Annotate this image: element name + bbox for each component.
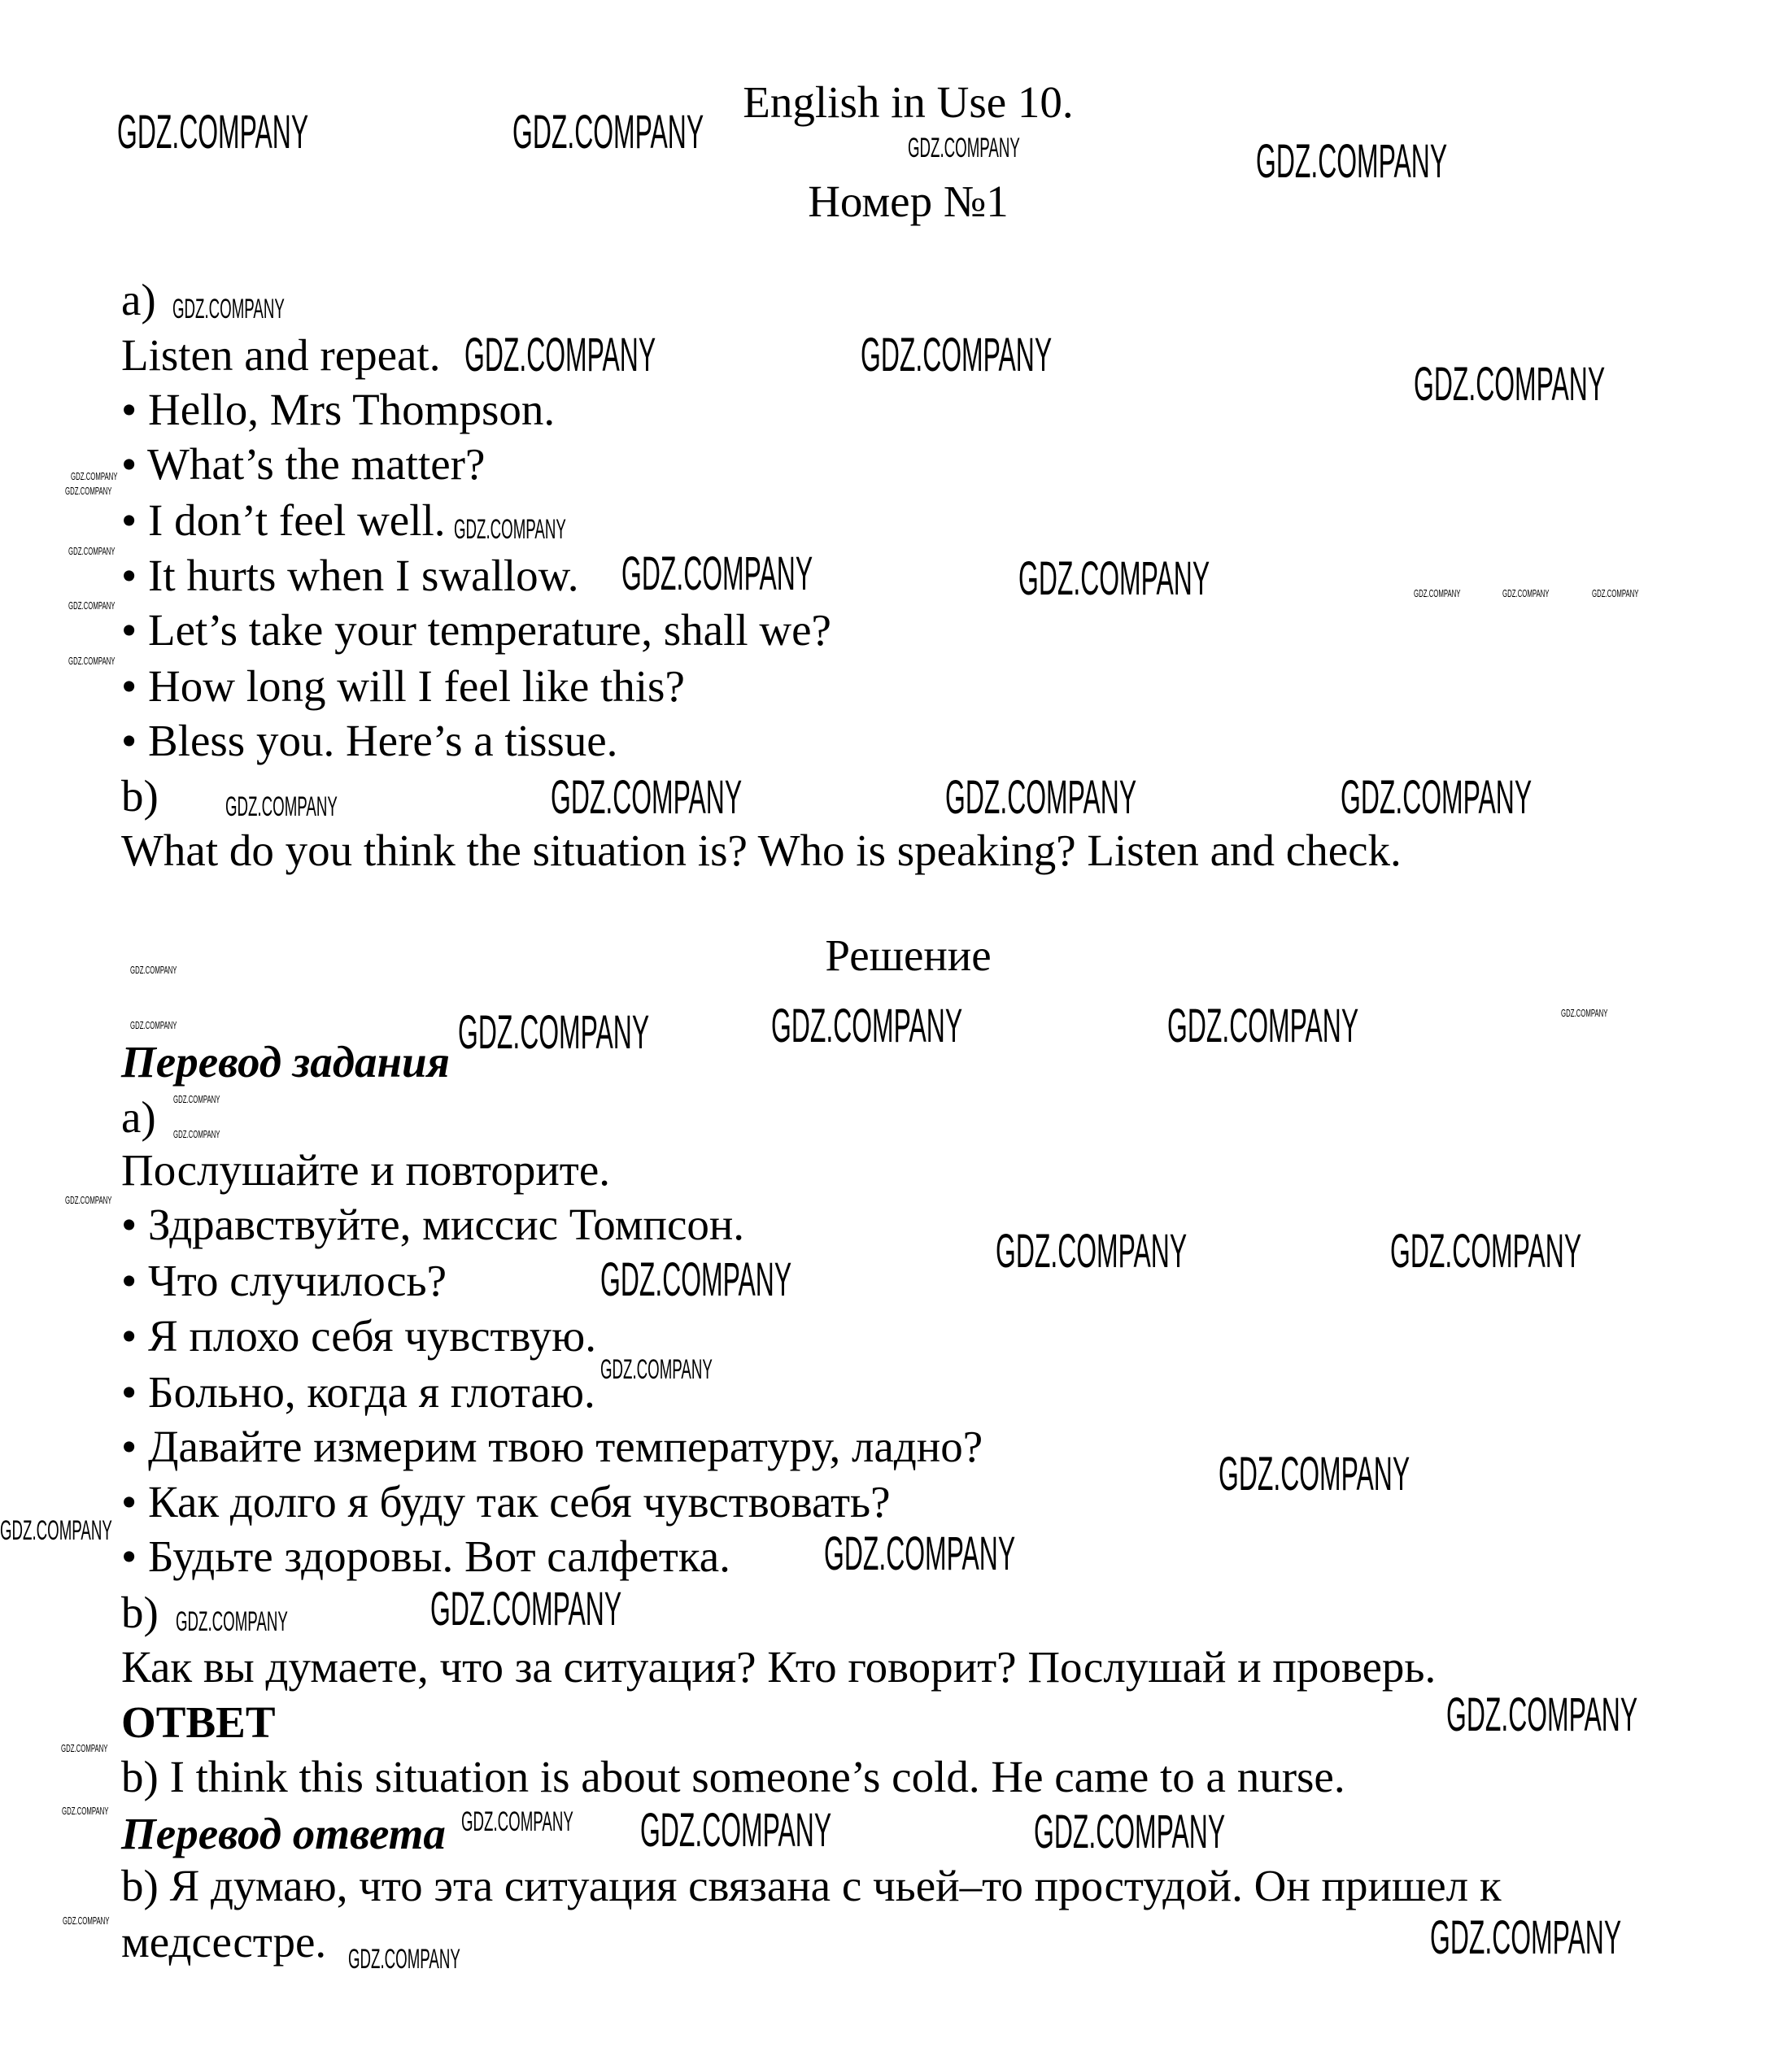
part-a-label: a) bbox=[121, 275, 156, 325]
watermark: GDZ.COMPANY bbox=[176, 1606, 288, 1637]
part-b-instruction: What do you think the situation is? Who is speaking? Listen and check. bbox=[121, 825, 1402, 875]
watermark: GDZ.COMPANY bbox=[464, 329, 656, 381]
part-a-label: a) bbox=[121, 1092, 156, 1142]
watermark: GDZ.COMPANY bbox=[430, 1583, 622, 1636]
part-a-instruction: Послушайте и повторите. bbox=[121, 1145, 610, 1195]
list-item: • Let’s take your temperature, shall we? bbox=[121, 605, 831, 655]
watermark: GDZ.COMPANY bbox=[1256, 135, 1448, 188]
answer-heading: ОТВЕТ bbox=[121, 1697, 276, 1747]
answer-text: b) I think this situation is about someone’s cold. He came to a nurse. bbox=[121, 1752, 1345, 1801]
watermark: GDZ.COMPANY bbox=[172, 294, 285, 325]
watermark: GDZ.COMPANY bbox=[68, 599, 116, 612]
solution-heading: Решение bbox=[825, 930, 992, 980]
watermark: GDZ.COMPANY bbox=[1390, 1225, 1582, 1278]
watermark: GDZ.COMPANY bbox=[1592, 587, 1639, 599]
watermark: GDZ.COMPANY bbox=[117, 106, 309, 159]
watermark: GDZ.COMPANY bbox=[771, 1000, 963, 1052]
list-item: • Как долго я буду так себя чувствовать? bbox=[121, 1477, 891, 1527]
watermark: GDZ.COMPANY bbox=[61, 1742, 108, 1754]
watermark: GDZ.COMPANY bbox=[68, 545, 116, 557]
list-item: • Я плохо себя чувствую. bbox=[121, 1311, 596, 1361]
watermark: GDZ.COMPANY bbox=[1034, 1806, 1226, 1858]
list-item: • Здравствуйте, миссис Томпсон. bbox=[121, 1200, 745, 1249]
watermark: GDZ.COMPANY bbox=[1414, 587, 1461, 599]
watermark: GDZ.COMPANY bbox=[65, 485, 112, 497]
watermark: GDZ.COMPANY bbox=[461, 1806, 573, 1837]
watermark: GDZ.COMPANY bbox=[62, 1805, 109, 1817]
watermark: GDZ.COMPANY bbox=[600, 1253, 792, 1306]
watermark: GDZ.COMPANY bbox=[1219, 1448, 1410, 1501]
watermark: GDZ.COMPANY bbox=[640, 1804, 832, 1857]
watermark: GDZ.COMPANY bbox=[512, 106, 704, 159]
list-item: • Bless you. Here’s a tissue. bbox=[121, 716, 618, 765]
watermark: GDZ.COMPANY bbox=[130, 1019, 177, 1031]
list-item: • Больно, когда я глотаю. bbox=[121, 1367, 595, 1417]
watermark: GDZ.COMPANY bbox=[130, 964, 177, 976]
document-title: English in Use 10. bbox=[743, 77, 1074, 127]
watermark: GDZ.COMPANY bbox=[348, 1944, 460, 1975]
watermark: GDZ.COMPANY bbox=[600, 1354, 713, 1385]
watermark: GDZ.COMPANY bbox=[908, 133, 1020, 163]
translation-heading: Перевод задания bbox=[121, 1037, 450, 1087]
watermark: GDZ.COMPANY bbox=[68, 655, 116, 667]
answer-translation-line2: медсестре. bbox=[121, 1917, 327, 1967]
watermark: GDZ.COMPANY bbox=[1167, 1000, 1359, 1052]
watermark: GDZ.COMPANY bbox=[1341, 771, 1533, 824]
part-a-instruction: Listen and repeat. bbox=[121, 330, 441, 380]
list-item: • It hurts when I swallow. bbox=[121, 551, 579, 600]
watermark: GDZ.COMPANY bbox=[65, 1194, 112, 1206]
watermark: GDZ.COMPANY bbox=[225, 791, 338, 822]
watermark: GDZ.COMPANY bbox=[0, 1515, 112, 1546]
exercise-number: Номер №1 bbox=[808, 176, 1009, 226]
watermark: GDZ.COMPANY bbox=[173, 1128, 220, 1140]
list-item: • How long will I feel like this? bbox=[121, 661, 685, 711]
list-item: • Давайте измерим твою температуру, ладно? bbox=[121, 1422, 983, 1471]
watermark: GDZ.COMPANY bbox=[1430, 1911, 1622, 1964]
watermark: GDZ.COMPANY bbox=[173, 1093, 220, 1105]
watermark: GDZ.COMPANY bbox=[63, 1914, 110, 1927]
watermark: GDZ.COMPANY bbox=[454, 514, 566, 545]
part-b-instruction: Как вы думаете, что за ситуация? Кто говорит? Послушай и проверь. bbox=[121, 1642, 1437, 1692]
watermark: GDZ.COMPANY bbox=[1446, 1688, 1638, 1741]
watermark: GDZ.COMPANY bbox=[824, 1527, 1016, 1580]
answer-translation-heading: Перевод ответа bbox=[121, 1809, 446, 1858]
watermark: GDZ.COMPANY bbox=[996, 1225, 1188, 1278]
watermark: GDZ.COMPANY bbox=[1414, 358, 1606, 411]
watermark: GDZ.COMPANY bbox=[861, 329, 1053, 381]
watermark: GDZ.COMPANY bbox=[945, 771, 1137, 824]
list-item: • Hello, Mrs Thompson. bbox=[121, 385, 556, 434]
watermark: GDZ.COMPANY bbox=[551, 771, 743, 824]
watermark: GDZ.COMPANY bbox=[1502, 587, 1550, 599]
watermark: GDZ.COMPANY bbox=[71, 470, 118, 482]
answer-translation-line1: b) Я думаю, что эта ситуация связана с чьей–то простудой. Он пришел к bbox=[121, 1861, 1502, 1910]
list-item: • Что случилось? bbox=[121, 1256, 447, 1305]
list-item: • What’s the matter? bbox=[121, 439, 486, 489]
watermark: GDZ.COMPANY bbox=[621, 547, 813, 600]
watermark: GDZ.COMPANY bbox=[458, 1006, 650, 1059]
part-b-label: b) bbox=[121, 1588, 159, 1637]
list-item: • Будьте здоровы. Вот салфетка. bbox=[121, 1531, 730, 1581]
watermark: GDZ.COMPANY bbox=[1018, 552, 1210, 605]
part-b-label: b) bbox=[121, 771, 159, 821]
list-item: • I don’t feel well. bbox=[121, 495, 446, 545]
watermark: GDZ.COMPANY bbox=[1561, 1007, 1608, 1019]
